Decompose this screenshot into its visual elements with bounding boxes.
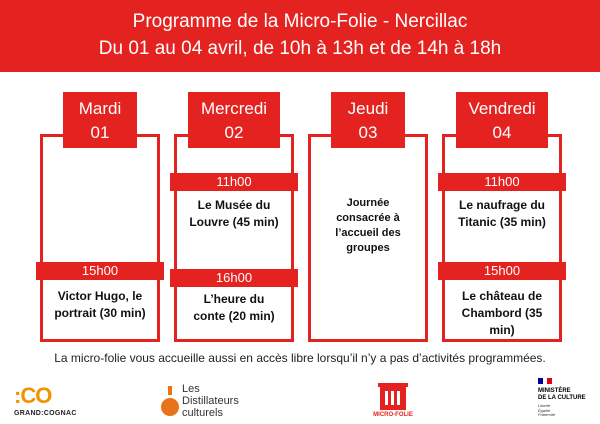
time-bar: 11h00 [438,173,566,191]
day-name: Mercredi [200,99,268,118]
day-name: Mardi [78,99,122,118]
page-title: Programme de la Micro-Folie - Nercillac [132,11,468,32]
time-bar: 16h00 [170,269,298,287]
group-note: Journée consacrée à l’accueil des groupes [335,197,401,254]
time-bar: 11h00 [170,173,298,191]
header-banner [0,0,600,72]
day-tab [331,92,405,148]
activity-text: Le naufrage du Titanic (35 min) [458,198,546,229]
activity-text: Le château de Chambord (35 min) [461,289,543,337]
time-bar: 15h00 [36,262,164,280]
day-tab [63,92,137,148]
ministere-culture-logo [538,378,598,422]
micro-folie-logo [373,382,413,422]
day-number: 02 [224,123,244,142]
republic-motto [538,404,555,418]
activity-text: Le Musée du Louvre (45 min) [189,198,279,229]
grand-cognac-text: GRAND:COGNAC [14,410,77,417]
date-range: Du 01 au 04 avril, de 10h à 13h et de 14h à 18h [98,38,502,59]
activity-text: L’heure du conte (20 min) [193,292,275,323]
day-number: 03 [358,123,378,142]
distillateurs-line1: Les [182,383,200,395]
grand-cognac-mark: :CO [14,383,52,408]
grand-cognac-logo [14,383,77,418]
ministere-name [538,388,586,402]
ministere-line1: MINISTÈRE [538,388,571,394]
micro-folie-emblem-icon [376,382,410,412]
motto-liberte: Liberté [538,403,551,408]
day-name: Vendredi [468,99,536,118]
time-bar: 15h00 [438,262,566,280]
day-number: 01 [90,123,110,142]
bottle-icon [160,386,180,418]
distillateurs-line3: culturels [182,407,223,419]
activity-text: Victor Hugo, le portrait (30 min) [54,289,146,320]
day-name: Jeudi [347,99,389,118]
distillateurs-line2: Distillateurs [182,395,239,407]
day-tab [456,92,548,148]
motto-fraternite: Fraternité [538,412,556,417]
day-number: 04 [492,123,512,142]
motto-egalite: Égalité [538,407,551,413]
french-flag-icon [538,378,552,384]
footnote: La micro-folie vous accueille aussi en accès libre lorsqu’il n’y a pas d’activités programmées. [54,351,546,365]
day-tab [188,92,280,148]
ministere-line2: DE LA CULTURE [538,395,586,401]
distillateurs-culturels-logo [160,382,260,422]
micro-folie-text: MICRO-FOLIE [373,412,413,418]
